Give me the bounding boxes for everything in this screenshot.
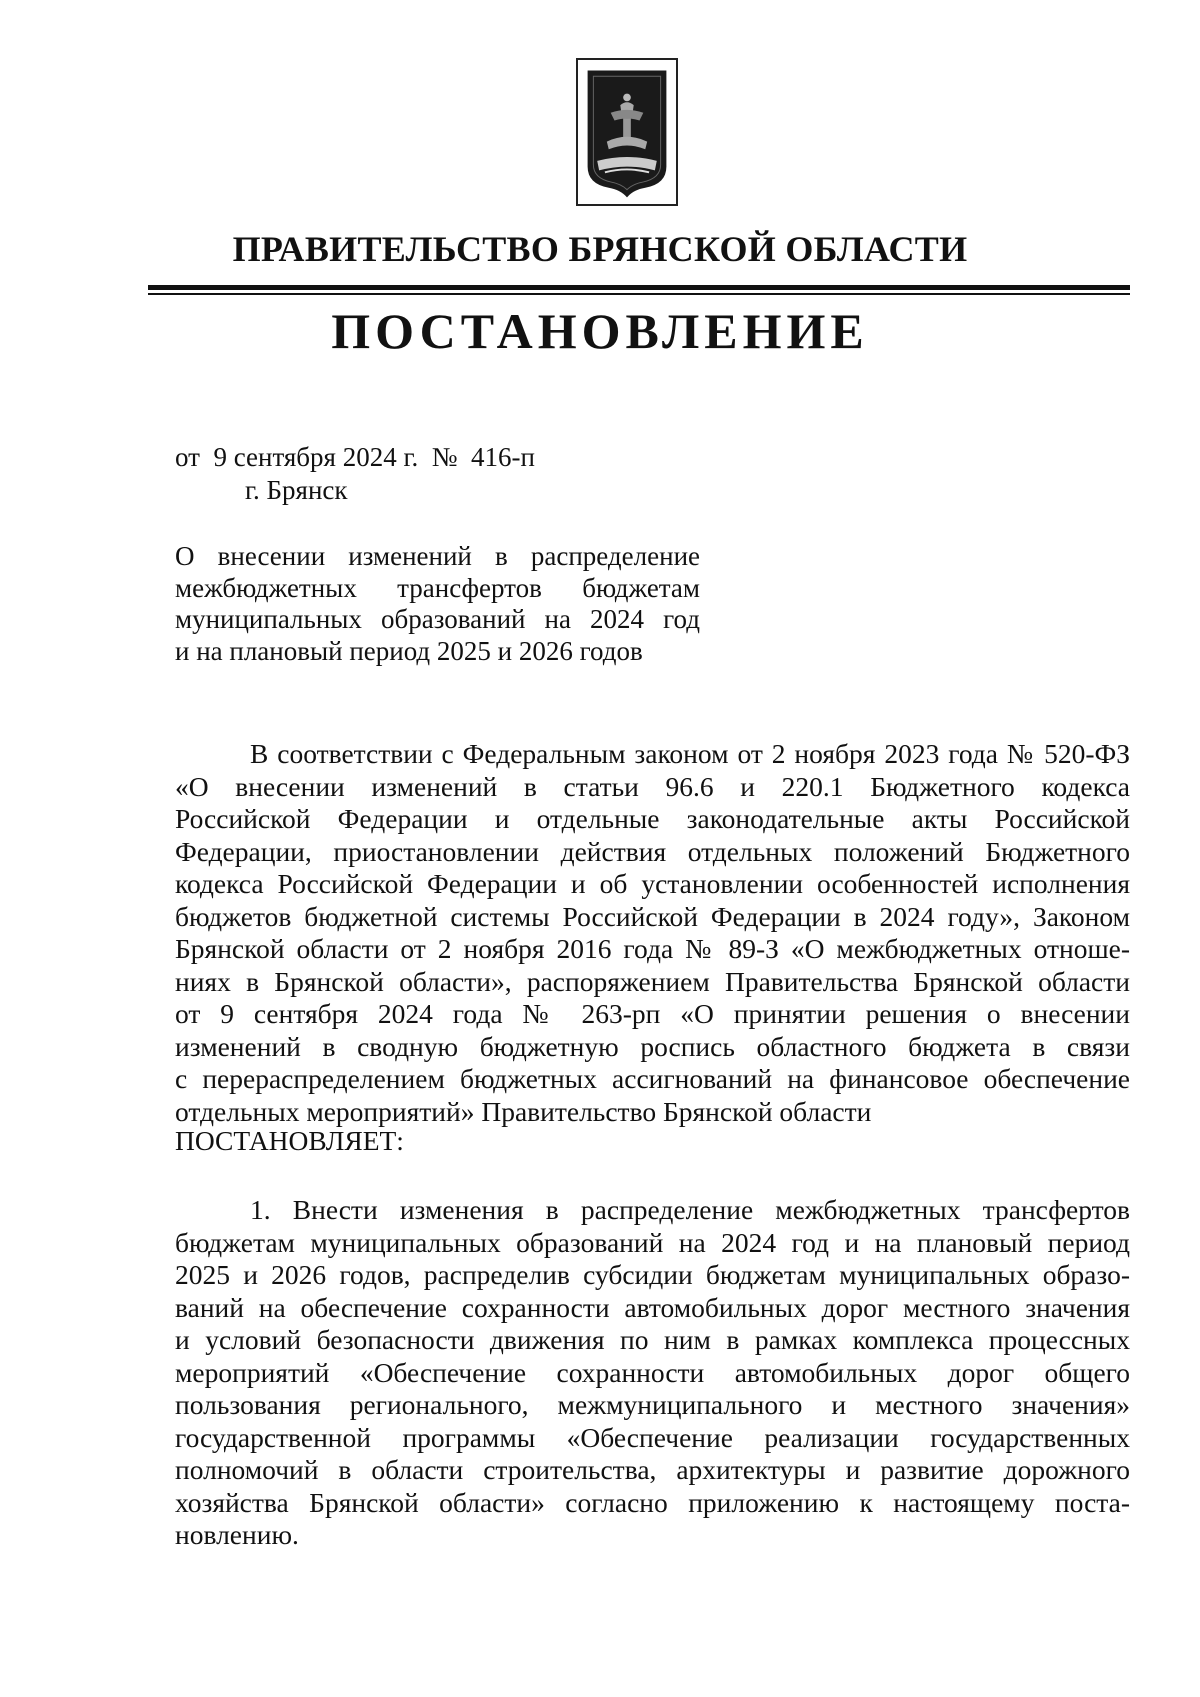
- item-1-paragraph: [175, 1194, 1130, 1552]
- preamble-line: от 9 сентября 2024 года № 263-рп «О принятии решения о внесении: [175, 998, 1130, 1029]
- subject-line: О внесении изменений в распределение: [175, 541, 700, 571]
- item-line: бюджетам муниципальных образований на 2024 год и на плановый период: [175, 1226, 1130, 1258]
- header-rule-thick: [148, 285, 1130, 290]
- preamble-line: отдельных мероприятий» Правительство Брянской области: [175, 1095, 872, 1127]
- item-line: ваний на обеспечение сохранности автомобильных дорог местного значения: [175, 1291, 1130, 1323]
- preamble-line: Федерации, приостановлении действия отдельных положений Бюджетного: [175, 835, 1130, 867]
- preamble-line: Брянской области от 2 ноября 2016 года № 89-З «О межбюджетных отноше-: [175, 933, 1130, 964]
- city: г. Брянск: [245, 475, 348, 505]
- subject-line: межбюджетных трансфертов бюджетам: [175, 572, 700, 603]
- preamble-line: ниях в Брянской области», распоряжением Правительства Брянской области: [175, 965, 1130, 997]
- preamble-line: изменений в сводную бюджетную роспись областного бюджета в связи: [175, 1030, 1130, 1062]
- item-line: и условий безопасности движения по ним в рамках комплекса процессных: [175, 1324, 1130, 1355]
- preamble-paragraph: [175, 738, 1130, 1128]
- item-line: 1. Внести изменения в распределение межбюджетных трансфертов: [250, 1194, 1130, 1225]
- preamble-line: кодекса Российской Федерации и об установлении особенностей исполнения: [175, 868, 1130, 899]
- preamble-line: В соответствии с Федеральным законом от 2 ноября 2023 года № 520-ФЗ: [250, 738, 1130, 769]
- item-line: новлению.: [175, 1519, 299, 1550]
- item-line: государственной программы «Обеспечение реализации государственных: [175, 1421, 1130, 1453]
- document-subject: [175, 541, 700, 667]
- coat-of-arms-icon: [578, 60, 676, 204]
- date-number: от 9 сентября 2024 г. № 416-п: [175, 442, 535, 472]
- item-line: 2025 и 2026 годов, распределив субсидии бюджетам муниципальных образо-: [175, 1259, 1130, 1290]
- preamble-line: бюджетов бюджетной системы Российской Федерации в 2024 году», Законом: [175, 900, 1130, 932]
- header-rule-thin: [148, 293, 1130, 295]
- item-line: хозяйства Брянской области» согласно приложению к настоящему поста-: [175, 1486, 1130, 1518]
- subject-line: муниципальных образований на 2024 год: [175, 604, 700, 634]
- subject-line: и на плановый период 2025 и 2026 годов: [175, 635, 643, 666]
- decree-word: ПОСТАНОВЛЯЕТ:: [175, 1125, 404, 1156]
- preamble-line: Российской Федерации и отдельные законодательные акты Российской: [175, 803, 1130, 834]
- preamble-line: с перераспределением бюджетных ассигнований на финансовое обеспечение: [175, 1063, 1130, 1094]
- preamble-line: «О внесении изменений в статьи 96.6 и 220.1 Бюджетного кодекса: [175, 770, 1130, 802]
- item-line: полномочий в области строительства, архитектуры и развитие дорожного: [175, 1454, 1130, 1485]
- government-title: ПРАВИТЕЛЬСТВО БРЯНСКОЙ ОБЛАСТИ: [232, 229, 968, 269]
- item-line: мероприятий «Обеспечение сохранности автомобильных дорог общего: [175, 1356, 1130, 1388]
- coat-of-arms-emblem: [576, 58, 678, 206]
- document-type-title: ПОСТАНОВЛЕНИЕ: [331, 303, 869, 359]
- item-line: пользования регионального, межмуниципального и местного значения»: [175, 1389, 1130, 1420]
